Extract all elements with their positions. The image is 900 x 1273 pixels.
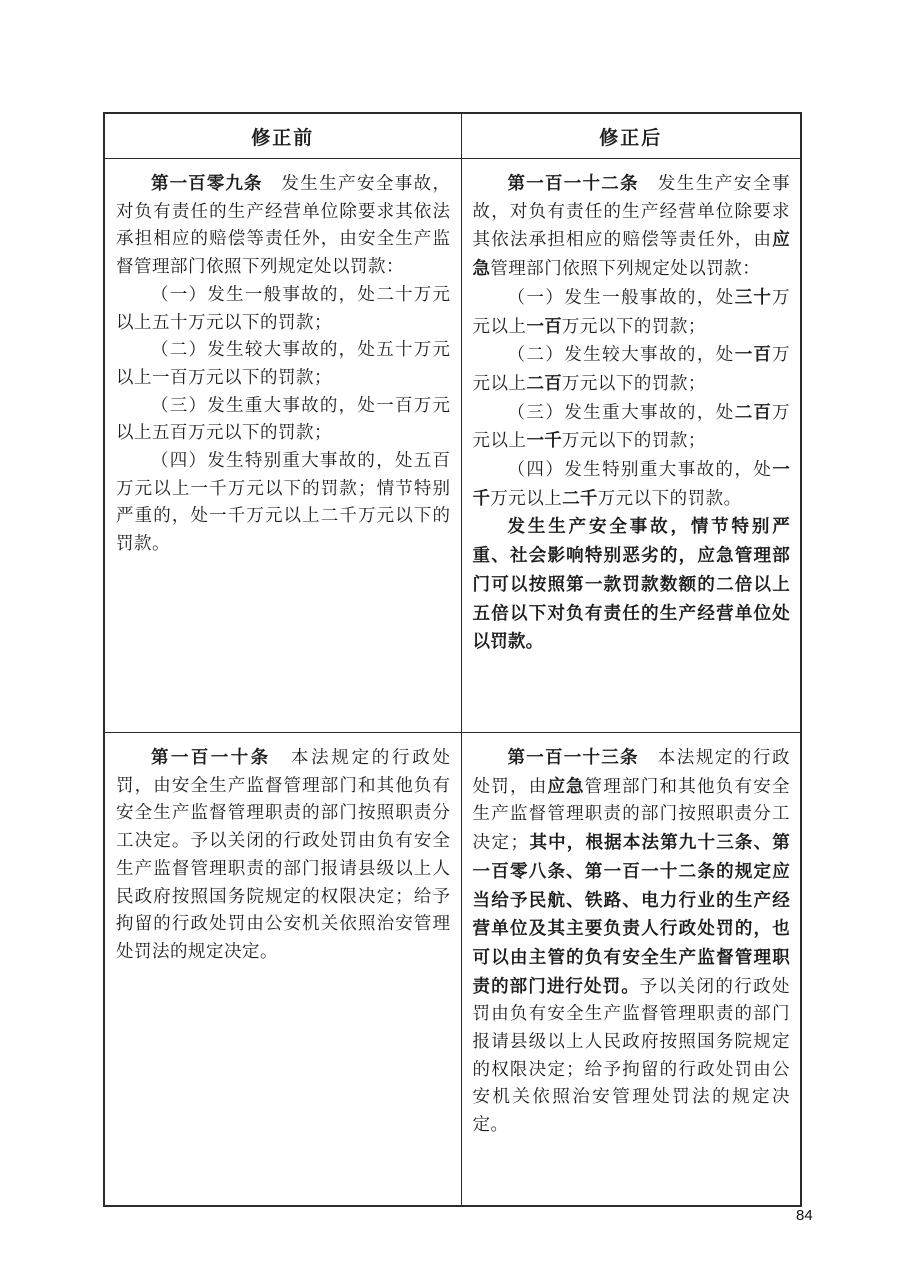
paragraph: 第一百一十二条 发生生产安全事故，对负有责任的生产经营单位除要求其依法承担相应的赔偿等责任外，由应急管理部门依照下列规定处以罚款：	[472, 173, 790, 280]
paragraph: 第一百一十三条 本法规定的行政处罚，由应急管理部门和其他负有安全生产监督管理职责的部门按照职责分工决定；其中，根据本法第九十三条、第一百零八条、第一百一十二条的规定应当给予民航、铁路、电力行业的生产经营单位及其主要负责人行政处罚的，也可以由主管的负有安全生产监督管理职责的部门进行处罚。予以关闭的行政处罚由负有安全生产监督管理职责的部门报请县级以上人民政府按照国务院规定的权限决定；给予拘留的行政处罚由公安机关依照治安管理处罚法的规定决定。	[472, 747, 791, 1136]
paragraph: （一）发生一般事故的，处二十万元以上五十万元以下的罚款；	[116, 284, 451, 333]
table-row	[104, 159, 801, 733]
paragraph: 第一百一十条 本法规定的行政处罚，由安全生产监督管理部门和其他负有安全生产监督管理职责的部门按照职责分工决定。予以关闭的行政处罚由负有安全生产监督管理职责的部门报请县级以上人民政府按照国务院规定的权限决定；给予拘留的行政处罚由公安机关依照治安管理处罚法的规定决定。	[116, 747, 451, 962]
paragraph: （三）发生重大事故的，处二百万元以上一千万元以下的罚款；	[472, 401, 791, 452]
amendment-comparison-table	[103, 112, 802, 1207]
cell-text	[473, 744, 791, 1140]
cell-text	[473, 170, 791, 657]
page-number: 84	[796, 1207, 813, 1224]
paragraph: （二）发生较大事故的，处一百万元以上二百万元以下的罚款；	[472, 344, 791, 394]
cell-article-112-after	[461, 159, 801, 733]
cell-article-113-after	[461, 733, 801, 1207]
column-header-after: 修正后	[461, 113, 801, 159]
paragraph: 第一百零九条 发生生产安全事故，对负有责任的生产经营单位除要求其依法承担相应的赔偿等责任外，由安全生产监督管理部门依照下列规定处以罚款：	[116, 173, 451, 278]
cell-text	[116, 744, 451, 967]
paragraph: （一）发生一般事故的，处三十万元以上一百万元以下的罚款；	[472, 286, 791, 337]
paragraph: 发生生产安全事故，情节特别严重、社会影响特别恶劣的，应急管理部门可以按照第一款罚款数额的二倍以上五倍以下对负有责任的生产经营单位处以罚款。	[472, 516, 790, 652]
table-row	[104, 733, 801, 1207]
cell-article-109-before	[104, 159, 461, 733]
paragraph: （四）发生特别重大事故的，处五百万元以上一千万元以下的罚款；情节特别严重的，处一千万元以上二千万元以下的罚款。	[116, 451, 451, 555]
cell-text	[116, 170, 451, 559]
cell-article-110-before	[104, 733, 461, 1207]
paragraph: （四）发生特别重大事故的，处一千万元以上二千万元以下的罚款。	[472, 459, 790, 509]
paragraph: （三）发生重大事故的，处一百万元以上五百万元以下的罚款；	[116, 395, 451, 444]
column-header-before: 修正前	[104, 113, 461, 159]
paragraph: （二）发生较大事故的，处五十万元以上一百万元以下的罚款；	[116, 340, 451, 388]
table-header-row	[104, 113, 801, 159]
